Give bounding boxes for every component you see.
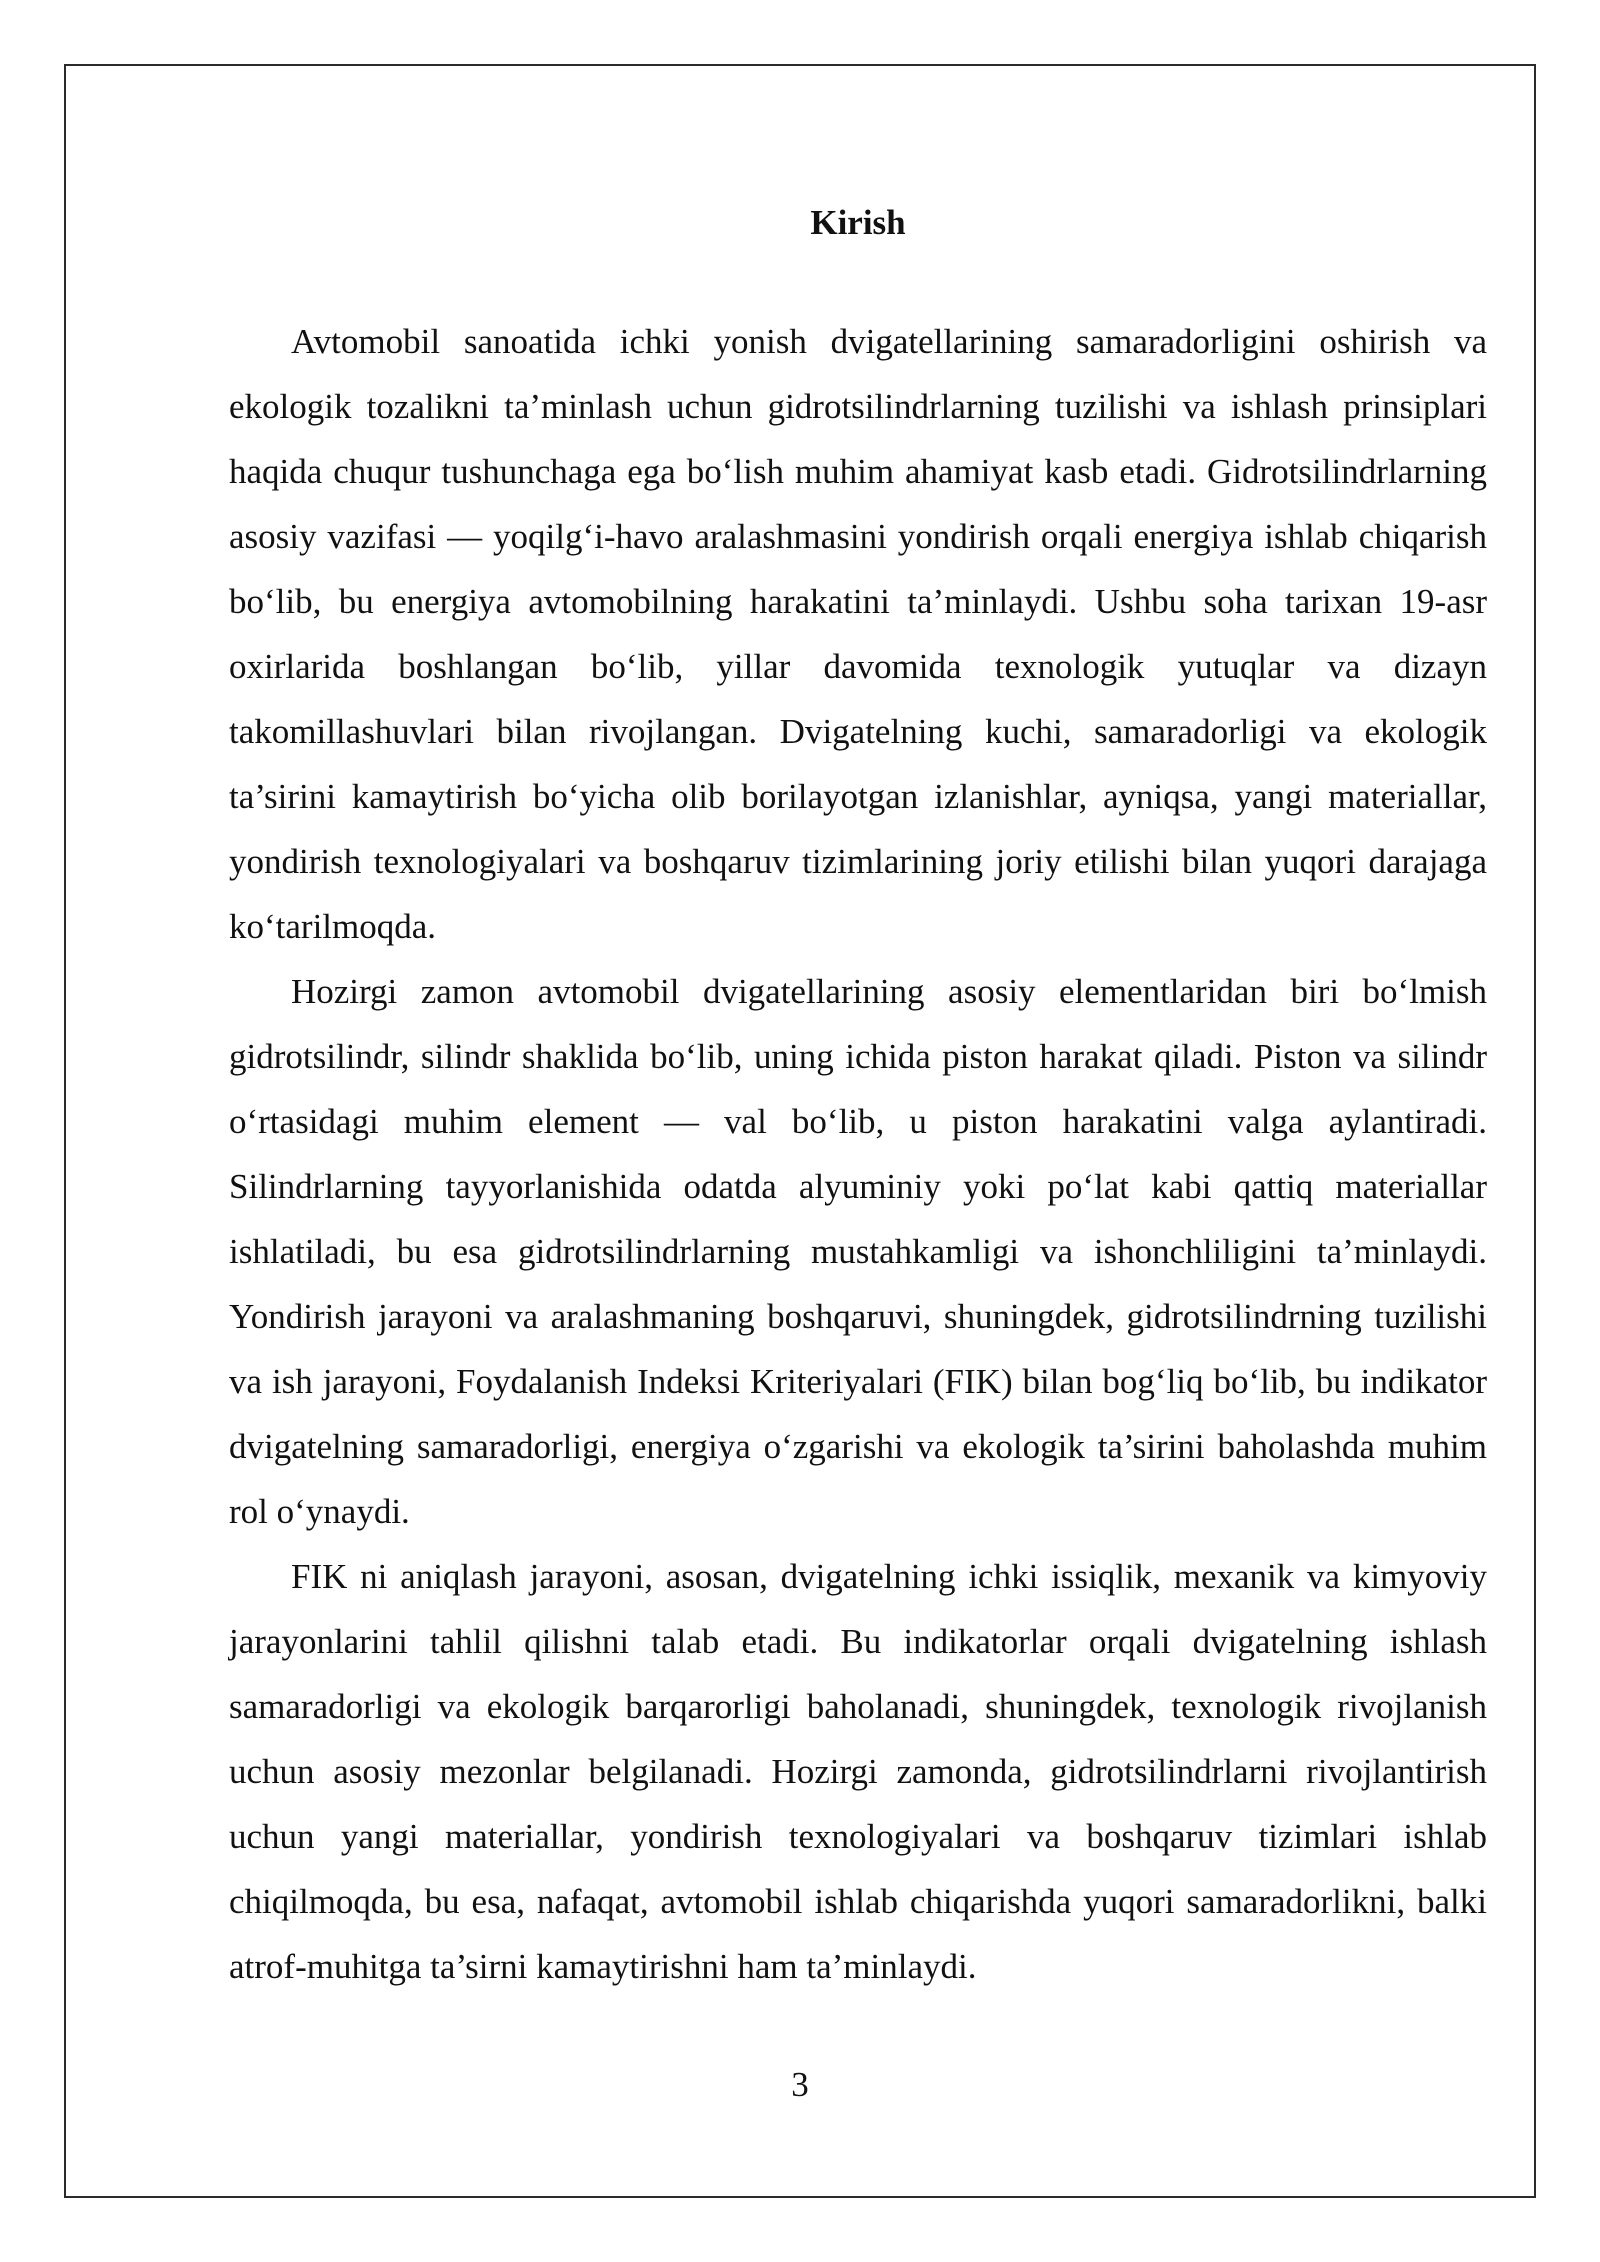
section-title: Kirish [810, 203, 906, 242]
paragraph-2: Hozirgi zamon avtomobil dvigatellarining asosiy elementlaridan biri bo‘lmish gidrotsilindr, silindr shaklida bo‘lib, uning ichida piston harakat qiladi. Piston va silindr o‘rtasidagi muhim element — val bo‘lib, u piston harakatini valga aylantiradi. Silindrlarning tayyorlanishida odatda alyuminiy yoki po‘lat kabi qattiq materiallar ishlatiladi, bu esa gidrotsilindrlarning mustahkamligi va ishonchliligini ta’minlaydi. Yondirish jarayoni va aralashmaning boshqaruvi, shuningdek, gidrotsilindrning tuzilishi va ish jarayoni, Foydalanish Indeksi Kriteriyalari (FIK) bilan bog‘liq bo‘lib, bu indikator dvigatelning samaradorligi, energiya o‘zgarishi va ekologik ta’sirini baholashda muhim rol o‘ynaydi. [229, 972, 1487, 1531]
paragraph-3: FIK ni aniqlash jarayoni, asosan, dvigatelning ichki issiqlik, mexanik va kimyoviy jarayonlarini tahlil qilishni talab etadi. Bu indikatorlar orqali dvigatelning ishlash samaradorligi va ekologik barqarorligi baholanadi, shuningdek, texnologik rivojlanish uchun asosiy mezonlar belgilanadi. Hozirgi zamonda, gidrotsilindrlarni rivojlantirish uchun yangi materiallar, yondirish texnologiyalari va boshqaruv tizimlari ishlab chiqilmoqda, bu esa, nafaqat, avtomobil ishlab chiqarishda yuqori samaradorlikni, balki atrof-muhitga ta’sirni kamaytirishni ham ta’minlaydi. [229, 1557, 1487, 1986]
document-body [229, 186, 1487, 1999]
page-number: 3 [791, 2065, 809, 2104]
paragraph-1: Avtomobil sanoatida ichki yonish dvigatellarining samaradorligini oshirish va ekologik tozalikni ta’minlash uchun gidrotsilindrlarning tuzilishi va ishlash prinsiplari haqida chuqur tushunchaga ega bo‘lish muhim ahamiyat kasb etadi. Gidrotsilindrlarning asosiy vazifasi — yoqilg‘i-havo aralashmasini yondirish orqali energiya ishlab chiqarish bo‘lib, bu energiya avtomobilning harakatini ta’minlaydi. Ushbu soha tarixan 19-asr oxirlarida boshlangan bo‘lib, yillar davomida texnologik yutuqlar va dizayn takomillashuvlari bilan rivojlangan. Dvigatelning kuchi, samaradorligi va ekologik ta’sirini kamaytirish bo‘yicha olib borilayotgan izlanishlar, ayniqsa, yangi materiallar, yondirish texnologiyalari va boshqaruv tizimlarining joriy etilishi bilan yuqori darajaga ko‘tarilmoqda. [229, 322, 1487, 946]
